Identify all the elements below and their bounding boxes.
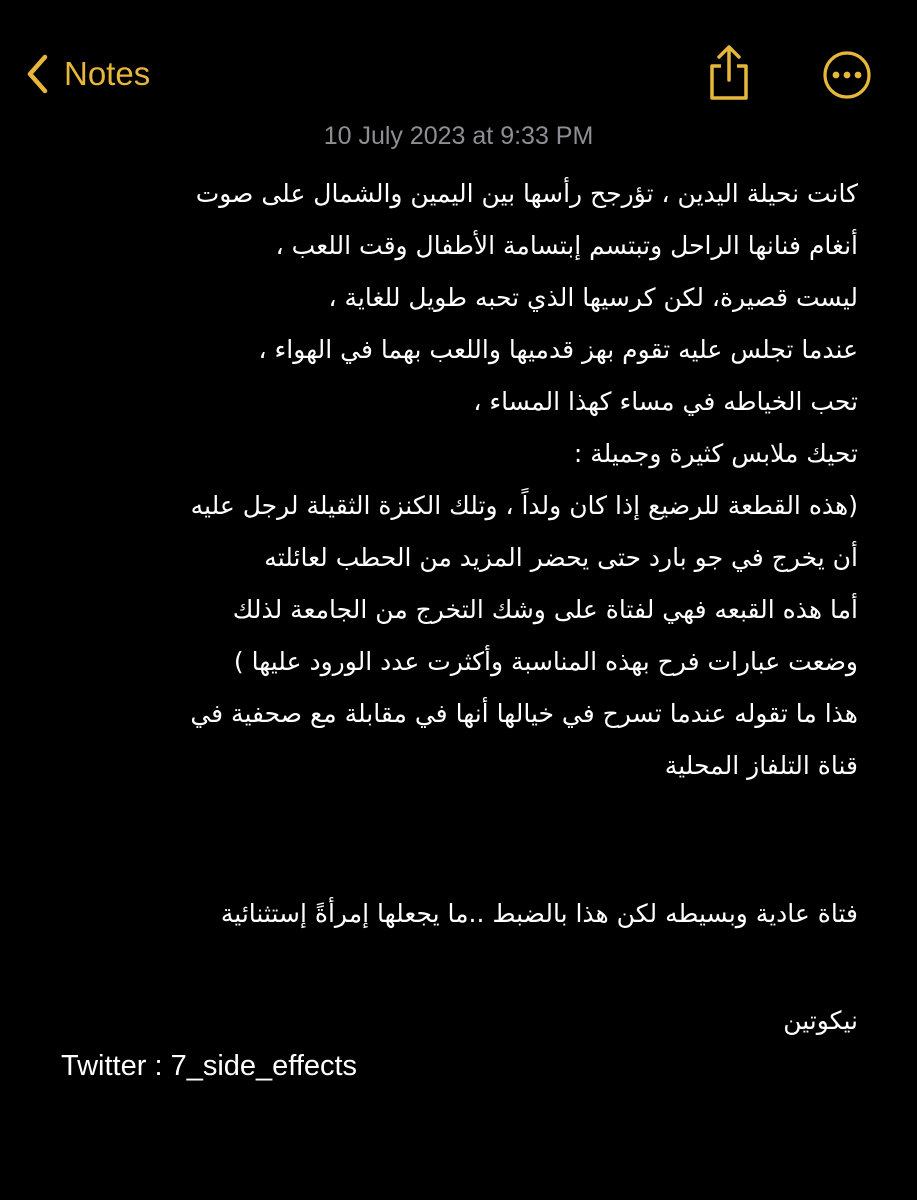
ellipsis-circle-icon <box>822 50 872 100</box>
share-button[interactable] <box>704 44 754 102</box>
note-line: ليست قصيرة، لكن كرسيها الذي تحبه طويل للغاية ، <box>328 283 858 312</box>
share-icon <box>704 44 754 102</box>
note-body[interactable] <box>56 168 858 792</box>
note-line: أما هذه القبعه فهي لفتاة على وشك التخرج من الجامعة لذلك <box>232 595 858 624</box>
note-closing-line: فتاة عادية وبسيطه لكن هذا بالضبط ..ما يجعلها إمرأةً إستثنائية <box>220 899 858 928</box>
back-button-label: Notes <box>64 55 151 92</box>
note-line: هذا ما تقوله عندما تسرح في خيالها أنها في مقابلة مع صحفية في <box>190 699 858 728</box>
navigation-bar <box>0 0 917 120</box>
note-signature: نيكوتين <box>783 1006 858 1035</box>
note-line: وضعت عبارات فرح بهذه المناسبة وأكثرت عدد الورود عليها ) <box>233 647 858 676</box>
note-line: أن يخرج في جو بارد حتى يحضر المزيد من الحطب لعائلته <box>264 543 858 572</box>
chevron-left-icon <box>26 54 48 94</box>
note-date: 10 July 2023 at 9:33 PM <box>323 122 594 150</box>
note-line: عندما تجلس عليه تقوم بهز قدميها واللعب بهما في الهواء ، <box>258 335 858 364</box>
note-line: تحب الخياطه في مساء كهذا المساء ، <box>473 387 858 416</box>
note-line: كانت نحيلة اليدين ، تؤرجح رأسها بين اليمين والشمال على صوت <box>195 179 858 208</box>
note-line: أنغام فنانها الراحل وتبتسم إبتسامة الأطفال وقت اللعب ، <box>275 231 858 260</box>
twitter-handle: Twitter : 7_side_effects <box>61 1050 358 1082</box>
note-line: قناة التلفاز المحلية <box>664 751 858 780</box>
more-options-button[interactable] <box>822 50 872 100</box>
note-line: (هذه القطعة للرضيع إذا كان ولداً ، وتلك الكنزة الثقيلة لرجل عليه <box>190 491 858 520</box>
back-button[interactable] <box>26 50 150 98</box>
note-line: تحيك ملابس كثيرة وجميلة : <box>573 439 858 468</box>
